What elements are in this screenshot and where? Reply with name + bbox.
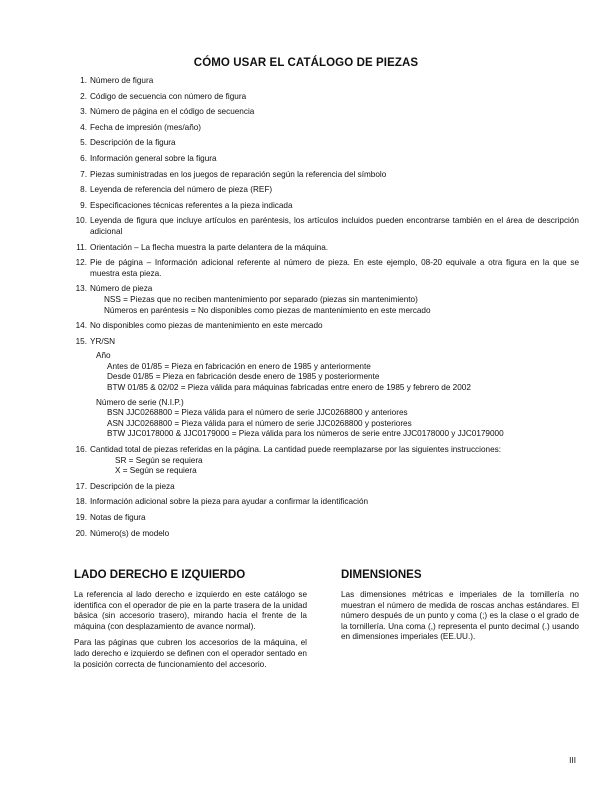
list-item: 11. Orientación – La flecha muestra la parte delantera de la máquina. (76, 242, 329, 252)
list-item: 5. Descripción de la figura (80, 138, 176, 148)
dimensions-heading: DIMENSIONES (341, 569, 422, 581)
paragraph: Para las páginas que cubren los accesorios de la máquina, el lado derecho e izquierdo se definen con el operador sentado en la posición correcta de funcionamiento del accesorio. (74, 638, 307, 669)
list-item: 7. Piezas suministradas en los juegos de reparación según la referencia del símbolo (80, 169, 387, 179)
list-item: 1. Número de figura (80, 76, 154, 85)
instruction-list (74, 76, 579, 544)
list-item: 6. Información general sobre la figura (80, 153, 217, 163)
list-item: 14. No disponibles como piezas de mantenimiento en este mercado (75, 321, 323, 331)
sub-heading: Año (96, 351, 111, 361)
paragraph: Las dimensiones métricas e imperiales de la tornillería no muestran el número de medida de roscas anchas estándares. El número después de un punto y coma (;) es la clase o el grado de la tornillería. Una coma (,) representa el punto decimal (.) usando en dimensiones imperiales (EE.UU.). (341, 590, 579, 642)
sub-heading: Número de serie (N.I.P.) (96, 397, 184, 407)
paragraph: La referencia al lado derecho e izquierdo en este catálogo se identifica con el operador de pie en la parte trasera de la unidad básica (sin accesorio trasero), mirando hacia el frente de la máquina (con desplazamiento de avance normal). (74, 590, 307, 631)
list-item: 10. Leyenda de figura que incluye artículos en paréntesis, los artículos incluidos pueden encontrarse también en el área de descripción adicional (75, 216, 579, 236)
sub-line: NSS = Piezas que no reciben mantenimiento por separado (piezas sin mantenimiento) (104, 294, 418, 304)
left-right-heading: LADO DERECHO E IZQUIERDO (74, 569, 246, 581)
list-item: 8. Leyenda de referencia del número de pieza (REF) (80, 185, 273, 195)
list-item: 19. Notas de figura (75, 513, 146, 522)
sub-line: SR = Según se requiera (115, 455, 203, 465)
list-item: 15. YR/SN Año Antes de 01/85 = Pieza en fabricación en enero de 1985 y anteriormente Desde 01/85 = Pieza en fabricación desde enero de 1985 y posteriormente BTW 01/85 & 02/02 = Pieza válida para máquinas fabricadas entre enero de 1985 y febrero de 2002 Número de serie (N.I.P.) BSN JJC0268800 = Pieza válida para el número de serie JJC0268800 y anteriores ASN JJC0268800 = Pieza válida para el número de serie JJC0268800 y posteriores BTW JJC0178000 & JJC0179000 = Pieza válida para los números de serie entre JJC0178000 y JJC0179000 (74, 337, 579, 440)
list-item: 2. Código de secuencia con número de figura (80, 91, 247, 101)
page-number: III (569, 756, 576, 765)
sub-line: BSN JJC0268800 = Pieza válida para el número de serie JJC0268800 y anteriores (107, 408, 408, 418)
sub-line: X = Según se requiera (115, 466, 197, 476)
sub-line: BTW JJC0178000 & JJC0179000 = Pieza válida para los números de serie entre JJC0178000 y JJC0179000 (107, 429, 504, 439)
list-item: 3. Número de página en el código de secuencia (80, 107, 255, 117)
list-item: 16. Cantidad total de piezas referidas en la página. La cantidad puede reemplazarse por las siguientes instrucciones: SR = Según se requiera X = Según se requiera (74, 445, 579, 477)
sub-line: BTW 01/85 & 02/02 = Pieza válida para máquinas fabricadas entre enero de 1985 y febrero de 2002 (107, 383, 471, 393)
sub-line: ASN JJC0268800 = Pieza válida para el número de serie JJC0268800 y posteriores (107, 418, 412, 428)
sub-line: Números en paréntesis = No disponibles como piezas de mantenimiento en este mercado (104, 305, 431, 315)
sub-line: Antes de 01/85 = Pieza en fabricación en enero de 1985 y anteriormente (107, 361, 371, 371)
page-title: CÓMO USAR EL CATÁLOGO DE PIEZAS (193, 57, 419, 69)
list-item: 17. Descripción de la pieza (75, 481, 175, 491)
list-item: 20. Número(s) de modelo (75, 528, 170, 538)
list-item: 9. Especificaciones técnicas referentes a la pieza indicada (80, 200, 293, 210)
list-item: 4. Fecha de impresión (mes/año) (80, 122, 202, 132)
dimensions-section (341, 590, 579, 649)
left-right-section (74, 590, 307, 676)
list-item: 13. Número de pieza NSS = Piezas que no reciben mantenimiento por separado (piezas sin mantenimiento) Números en paréntesis = No disponibles como piezas de mantenimiento en este mercado (74, 284, 579, 316)
list-item: 18. Información adicional sobre la pieza para ayudar a confirmar la identificación (75, 497, 369, 507)
list-item: 12. Pie de página – Información adicional referente al número de pieza. En este ejemplo, 08-20 equivale a otra figura en la que se muestra esta pieza. (75, 258, 579, 278)
sub-line: Desde 01/85 = Pieza en fabricación desde enero de 1985 y posteriormente (107, 372, 380, 382)
